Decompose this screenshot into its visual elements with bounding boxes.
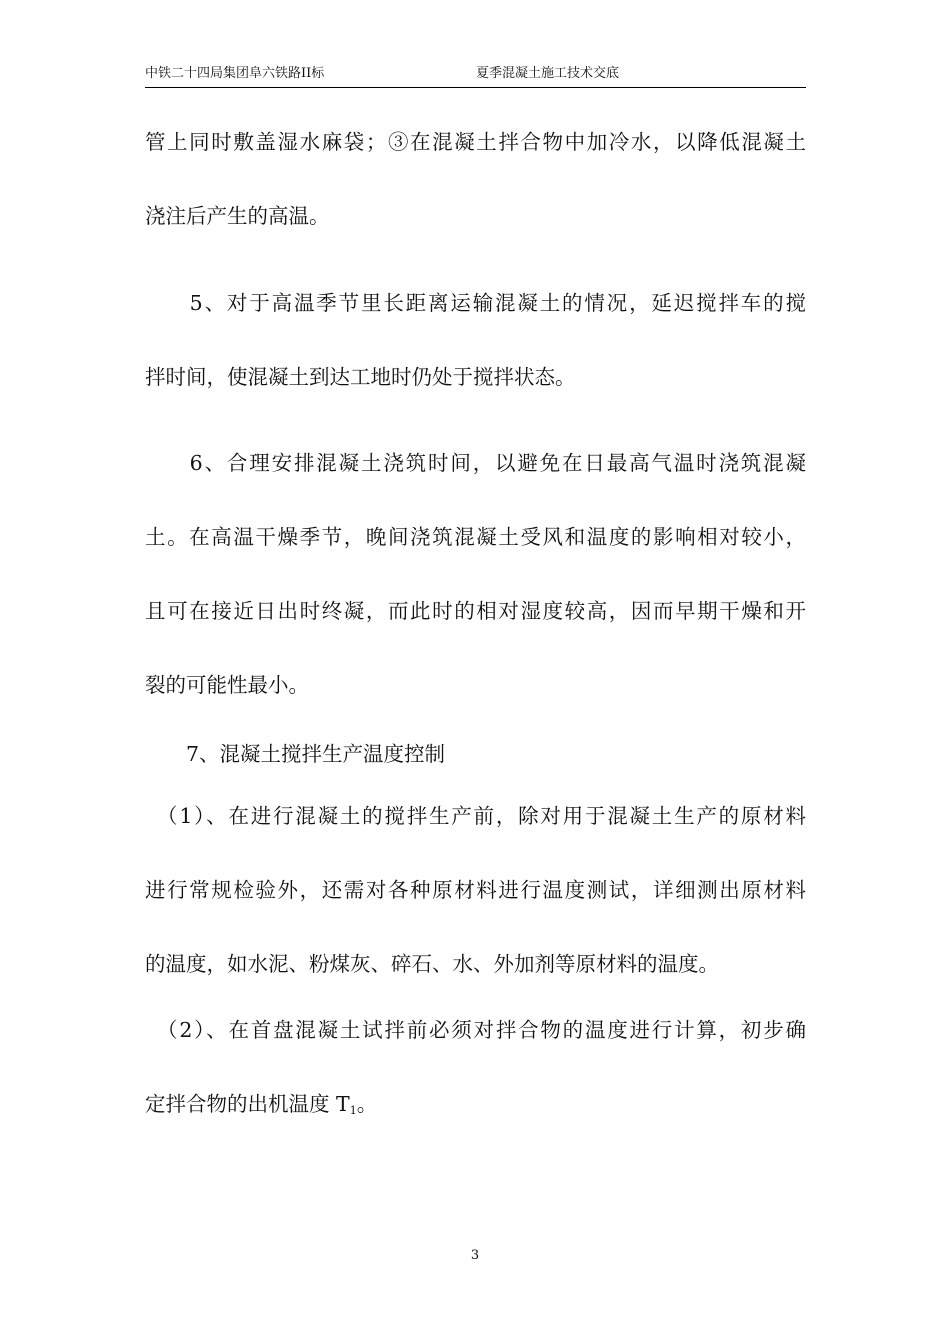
header-divider xyxy=(145,87,806,88)
body-line-5: 6、合理安排混凝土浇筑时间，以避免在日最高气温时浇筑混凝 xyxy=(145,451,806,475)
page-header xyxy=(145,66,805,88)
body-line-13: （2）、在首盘混凝土试拌前必须对拌合物的温度进行计算，初步确 xyxy=(145,1018,806,1042)
body-line-10: （1）、在进行混凝土的搅拌生产前，除对用于混凝土生产的原材料 xyxy=(145,804,806,828)
body-line-12: 的温度，如水泥、粉煤灰、碎石、水、外加剂等原材料的温度。 xyxy=(145,952,719,976)
header-document-title: 夏季混凝土施工技术交底 xyxy=(476,66,620,81)
body-line-1: 管上同时敷盖湿水麻袋；③在混凝土拌合物中加冷水，以降低混凝土 xyxy=(145,130,806,154)
body-line-4: 拌时间，使混凝土到达工地时仍处于搅拌状态。 xyxy=(145,365,576,389)
body-line-14 xyxy=(145,1091,815,1117)
page-number: 3 xyxy=(470,1248,480,1263)
body-line-8: 裂的可能性最小。 xyxy=(145,673,309,697)
body-line-14-text: 定拌合物的出机温度 T xyxy=(145,1092,350,1116)
body-line-11: 进行常规检验外，还需对各种原材料进行温度测试，详细测出原材料 xyxy=(145,878,806,902)
body-line-6: 土。在高温干燥季节，晚间浇筑混凝土受风和温度的影响相对较小， xyxy=(145,525,806,549)
header-project-name: 中铁二十四局集团阜六铁路II标 xyxy=(145,66,325,81)
body-line-7: 且可在接近日出时终凝，而此时的相对湿度较高，因而早期干燥和开 xyxy=(145,599,806,623)
temperature-subscript: 1 xyxy=(349,1104,357,1117)
body-line-14-end: 。 xyxy=(356,1092,378,1116)
body-line-3: 5、对于高温季节里长距离运输混凝土的情况，延迟搅拌车的搅 xyxy=(145,291,806,315)
body-line-2: 浇注后产生的高温。 xyxy=(145,204,330,228)
body-line-9: 7、混凝土搅拌生产温度控制 xyxy=(145,742,446,766)
